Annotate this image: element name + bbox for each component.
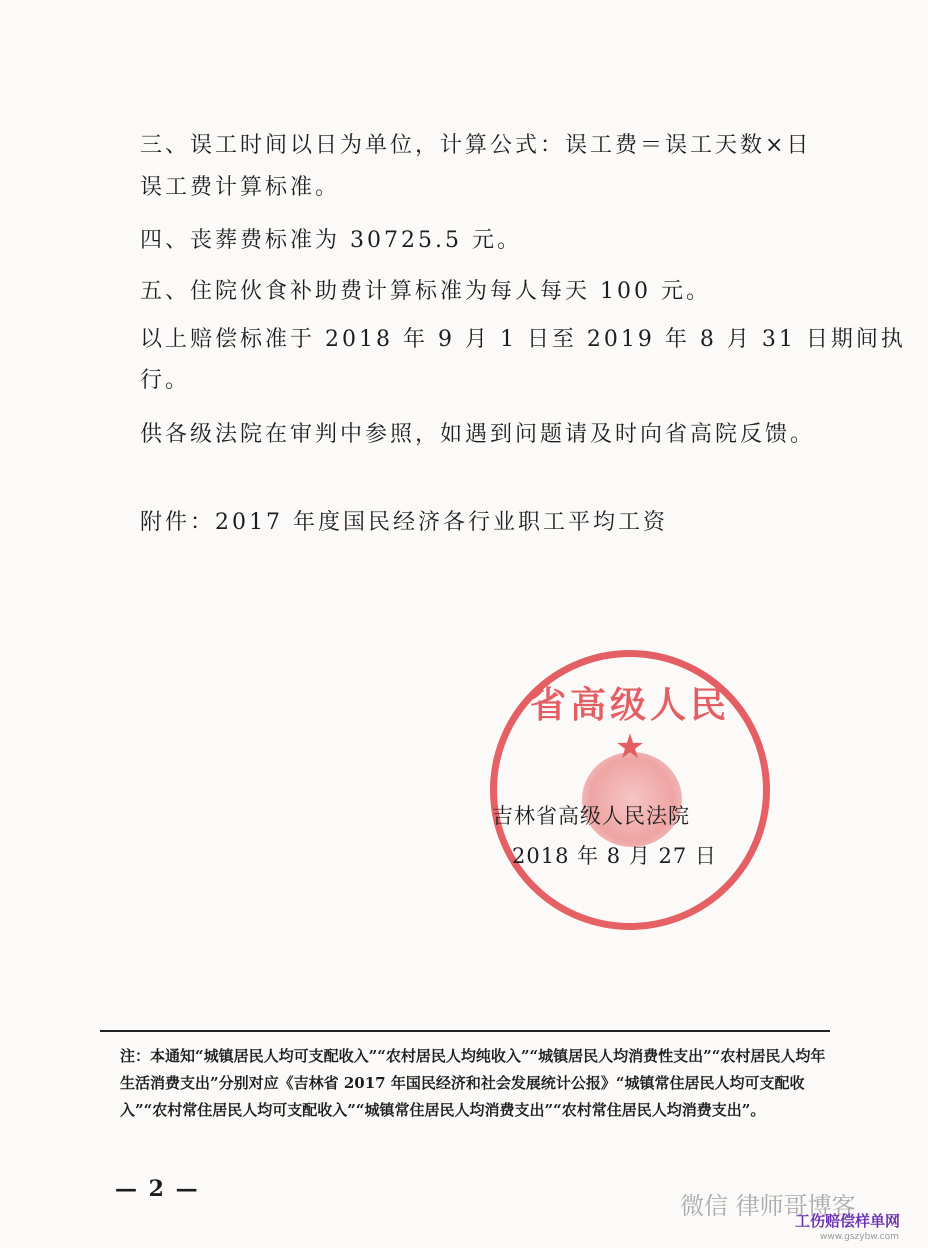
body-line-5: 以上赔偿标准于 2018 年 9 月 1 日至 2019 年 8 月 31 日期间执: [140, 327, 906, 352]
body-line-7: 供各级法院在审判中参照，如遇到问题请及时向省高院反馈。: [140, 422, 816, 447]
body-line-2: 误工费计算标准。: [140, 175, 341, 200]
signature-date: 2018 年 8 月 27 日: [512, 844, 717, 868]
body-line-4: 五、住院伙食补助费计算标准为每人每天 100 元。: [140, 279, 711, 304]
body-line-1: 三、误工时间以日为单位，计算公式：误工费＝误工天数×日: [140, 133, 812, 158]
watermark-site-name: 工伤赔偿样单网: [795, 1212, 901, 1230]
attachment-line: 附件：2017 年度国民经济各行业职工平均工资: [140, 510, 668, 535]
watermark-text: 微信 律师哥博客: [680, 1192, 856, 1220]
seal-text: 省高级人民: [529, 684, 730, 726]
signature-org: 吉林省高级人民法院: [492, 804, 690, 828]
body-line-6: 行。: [140, 368, 191, 393]
page-number: — 2 —: [115, 1176, 200, 1202]
official-seal: [490, 650, 770, 930]
body-line-3: 四、丧葬费标准为 30725.5 元。: [140, 228, 522, 253]
star-icon: ★: [614, 727, 646, 767]
footnote: 注：本通知“城镇居民人均可支配收入”“农村居民人均纯收入”“城镇居民人均消费性支出”“农村居民人均年生活消费支出”分别对应《吉林省 2017 年国民经济和社会发展统计公报》“城镇常住居民人均可支配收入”“农村常住居民人均可支配收入”“城镇常住居民人均消费支出”“农村常住居民人均消费支出”。: [120, 1047, 826, 1119]
watermark-url: www.gszybw.com: [820, 1232, 899, 1242]
footnote-divider: [100, 1030, 830, 1032]
